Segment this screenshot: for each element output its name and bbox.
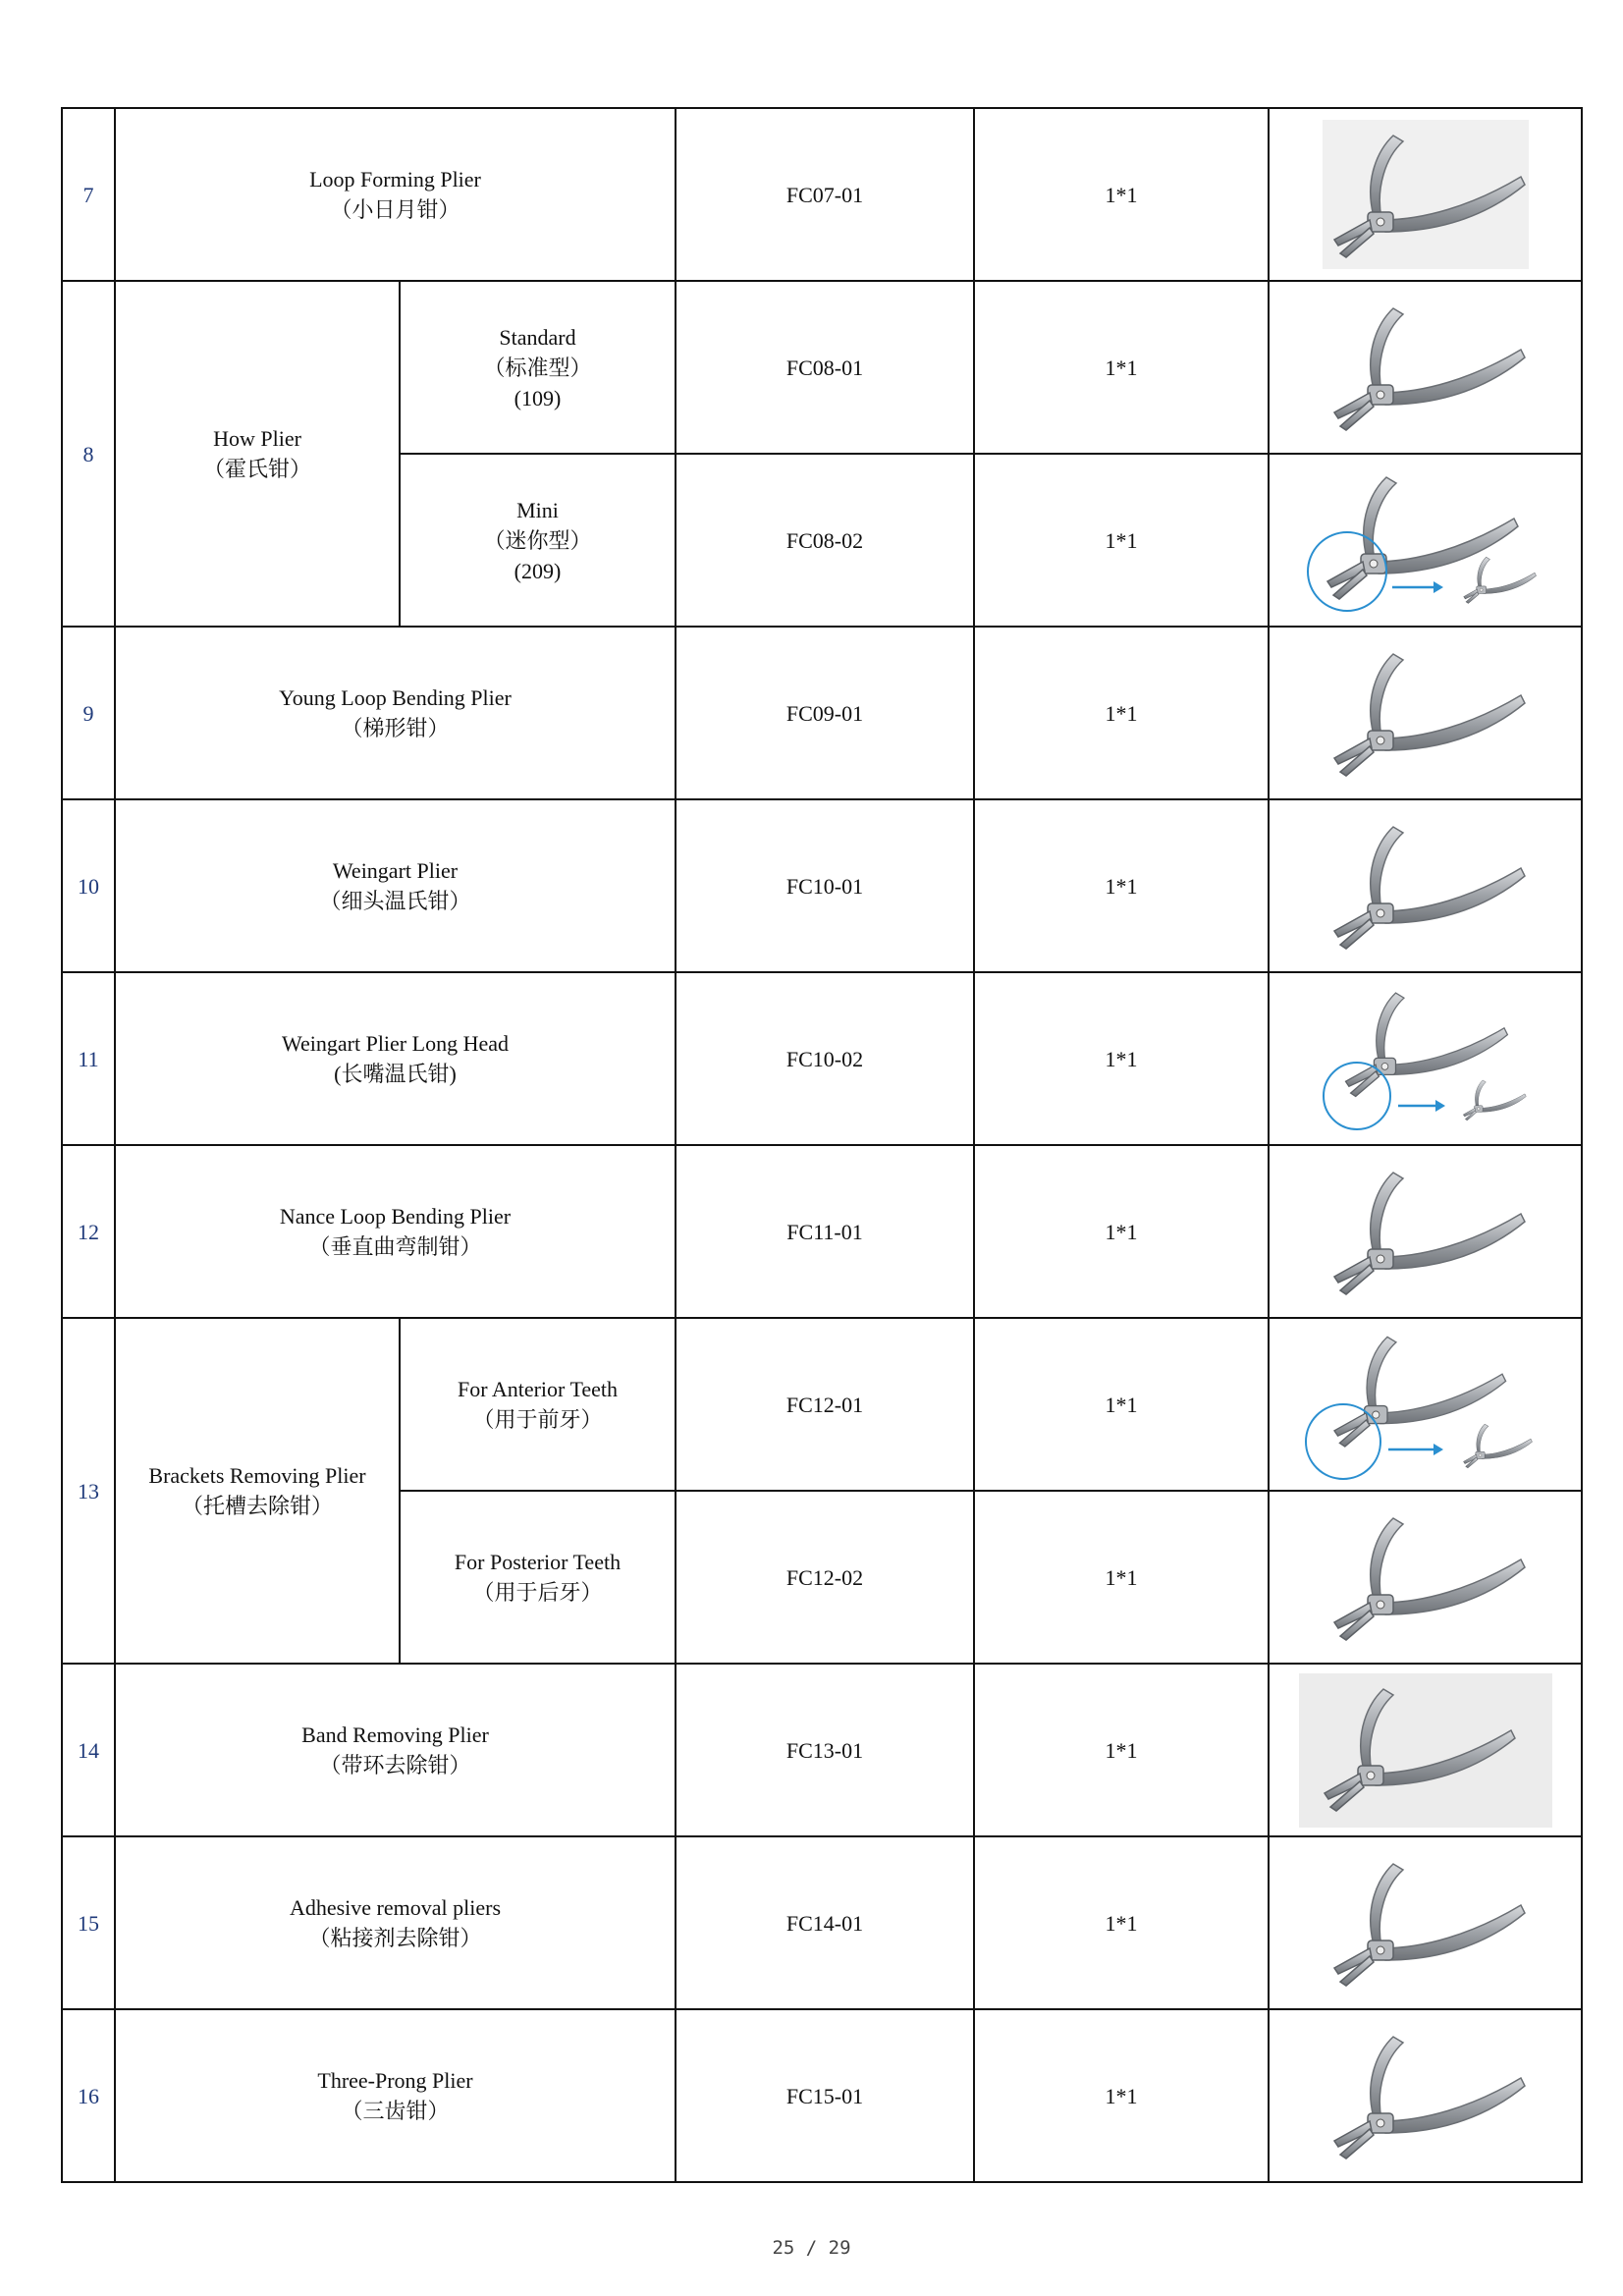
product-image	[1269, 108, 1582, 281]
how-plier-standard-photo	[1313, 289, 1539, 446]
variant-name-en: For Posterior Teeth	[454, 1550, 622, 1574]
product-name	[115, 1664, 676, 1836]
product-name-en: Three-Prong Plier	[317, 2068, 473, 2093]
product-name-en: Weingart Plier Long Head	[282, 1031, 509, 1056]
product-name-cn: （垂直曲弯制钳）	[308, 1234, 482, 1259]
row-number: 10	[62, 799, 115, 972]
row-number: 12	[62, 1145, 115, 1318]
product-name-en: Young Loop Bending Plier	[279, 685, 512, 710]
band-removing-plier-photo	[1293, 1669, 1558, 1831]
row-number: 15	[62, 1836, 115, 2009]
variant-name	[400, 454, 676, 627]
product-code: FC11-01	[676, 1145, 974, 1318]
table-row	[62, 1145, 1582, 1318]
product-image	[1269, 281, 1582, 454]
product-name-en: How Plier	[213, 426, 301, 451]
row-number: 16	[62, 2009, 115, 2182]
row-number: 7	[62, 108, 115, 281]
product-quantity: 1*1	[974, 1491, 1269, 1664]
row-number: 13	[62, 1318, 115, 1664]
product-name	[115, 799, 676, 972]
product-quantity: 1*1	[974, 627, 1269, 799]
variant-name	[400, 1491, 676, 1664]
row-number: 11	[62, 972, 115, 1145]
product-image	[1269, 1145, 1582, 1318]
table-row	[62, 627, 1582, 799]
product-name	[115, 1318, 400, 1664]
product-name-en: Weingart Plier	[332, 858, 459, 883]
table-row	[62, 1318, 1582, 1491]
product-code: FC14-01	[676, 1836, 974, 2009]
posterior-bracket-plier-photo	[1288, 1499, 1563, 1656]
product-quantity: 1*1	[974, 1318, 1269, 1491]
row-number: 14	[62, 1664, 115, 1836]
page-number: 25 / 29	[772, 2237, 851, 2259]
product-image	[1269, 2009, 1582, 2182]
product-code: FC08-01	[676, 281, 974, 454]
variant-name-en: Mini	[516, 497, 559, 522]
table-row	[62, 1836, 1582, 2009]
young-loop-bending-plier-photo	[1313, 634, 1539, 792]
product-name	[115, 1836, 676, 2009]
weingart-plier-photo	[1298, 807, 1553, 964]
adhesive-removal-plier-photo	[1288, 1844, 1563, 2001]
product-image	[1269, 627, 1582, 799]
table-row	[62, 2009, 1582, 2182]
product-name	[115, 627, 676, 799]
product-quantity: 1*1	[974, 454, 1269, 627]
product-name-cn: （三齿钳）	[341, 2099, 450, 2123]
product-name-cn: (长嘴温氏钳)	[334, 1062, 457, 1086]
product-image	[1269, 799, 1582, 972]
variant-name-en: For Anterior Teeth	[457, 1377, 619, 1401]
product-name	[115, 2009, 676, 2182]
loop-forming-plier-photo	[1313, 116, 1539, 273]
product-code: FC08-02	[676, 454, 974, 627]
product-code: FC12-01	[676, 1318, 974, 1491]
product-image	[1269, 1836, 1582, 2009]
product-name	[115, 972, 676, 1145]
variant-name-en: Standard	[499, 324, 576, 350]
product-quantity: 1*1	[974, 2009, 1269, 2182]
how-plier-mini-photo	[1298, 462, 1553, 619]
product-code: FC15-01	[676, 2009, 974, 2182]
product-name-en: Nance Loop Bending Plier	[279, 1204, 512, 1229]
product-name-cn: （梯形钳）	[341, 716, 450, 740]
product-code: FC10-02	[676, 972, 974, 1145]
product-name-cn: （带环去除钳）	[319, 1753, 471, 1777]
table-row	[62, 972, 1582, 1145]
product-name-en: Brackets Removing Plier	[148, 1463, 366, 1488]
variant-name-cn: （用于前牙）	[472, 1407, 603, 1432]
variant-name-cn: （标准型）	[483, 355, 592, 380]
product-name-cn: （粘接剂去除钳）	[308, 1926, 482, 1950]
row-number: 9	[62, 627, 115, 799]
product-quantity: 1*1	[974, 108, 1269, 281]
product-quantity: 1*1	[974, 281, 1269, 454]
table-row	[62, 281, 1582, 454]
product-table	[61, 107, 1583, 2183]
three-prong-plier-photo	[1298, 2017, 1553, 2174]
product-image	[1269, 1664, 1582, 1836]
product-image	[1269, 1318, 1582, 1491]
product-name-en: Loop Forming Plier	[309, 167, 481, 191]
table-row	[62, 799, 1582, 972]
product-code: FC13-01	[676, 1664, 974, 1836]
variant-model: (109)	[514, 385, 562, 410]
variant-model: (209)	[514, 558, 562, 583]
product-code: FC10-01	[676, 799, 974, 972]
table-row	[62, 108, 1582, 281]
product-name-cn: （细头温氏钳）	[319, 889, 471, 913]
anterior-bracket-plier-photo	[1298, 1326, 1553, 1483]
product-quantity: 1*1	[974, 1836, 1269, 2009]
product-image	[1269, 972, 1582, 1145]
product-name-cn: （托槽去除钳）	[181, 1494, 333, 1518]
product-name-cn: （小日月钳）	[330, 197, 460, 222]
product-code: FC12-02	[676, 1491, 974, 1664]
nance-loop-bending-plier-photo	[1288, 1153, 1563, 1310]
product-name-en: Band Removing Plier	[301, 1722, 489, 1747]
product-name	[115, 281, 400, 627]
table-row	[62, 1664, 1582, 1836]
row-number: 8	[62, 281, 115, 627]
product-quantity: 1*1	[974, 972, 1269, 1145]
product-name-cn: （霍氏钳）	[202, 457, 311, 481]
product-name	[115, 108, 676, 281]
variant-name-cn: （用于后牙）	[472, 1580, 603, 1605]
product-image	[1269, 454, 1582, 627]
product-code: FC09-01	[676, 627, 974, 799]
product-quantity: 1*1	[974, 799, 1269, 972]
variant-name	[400, 281, 676, 454]
weingart-long-head-photo	[1308, 980, 1543, 1137]
product-quantity: 1*1	[974, 1145, 1269, 1318]
product-name-en: Adhesive removal pliers	[289, 1895, 502, 1920]
product-quantity: 1*1	[974, 1664, 1269, 1836]
product-code: FC07-01	[676, 108, 974, 281]
variant-name-cn: （迷你型）	[483, 527, 592, 553]
product-image	[1269, 1491, 1582, 1664]
product-name	[115, 1145, 676, 1318]
variant-name	[400, 1318, 676, 1491]
